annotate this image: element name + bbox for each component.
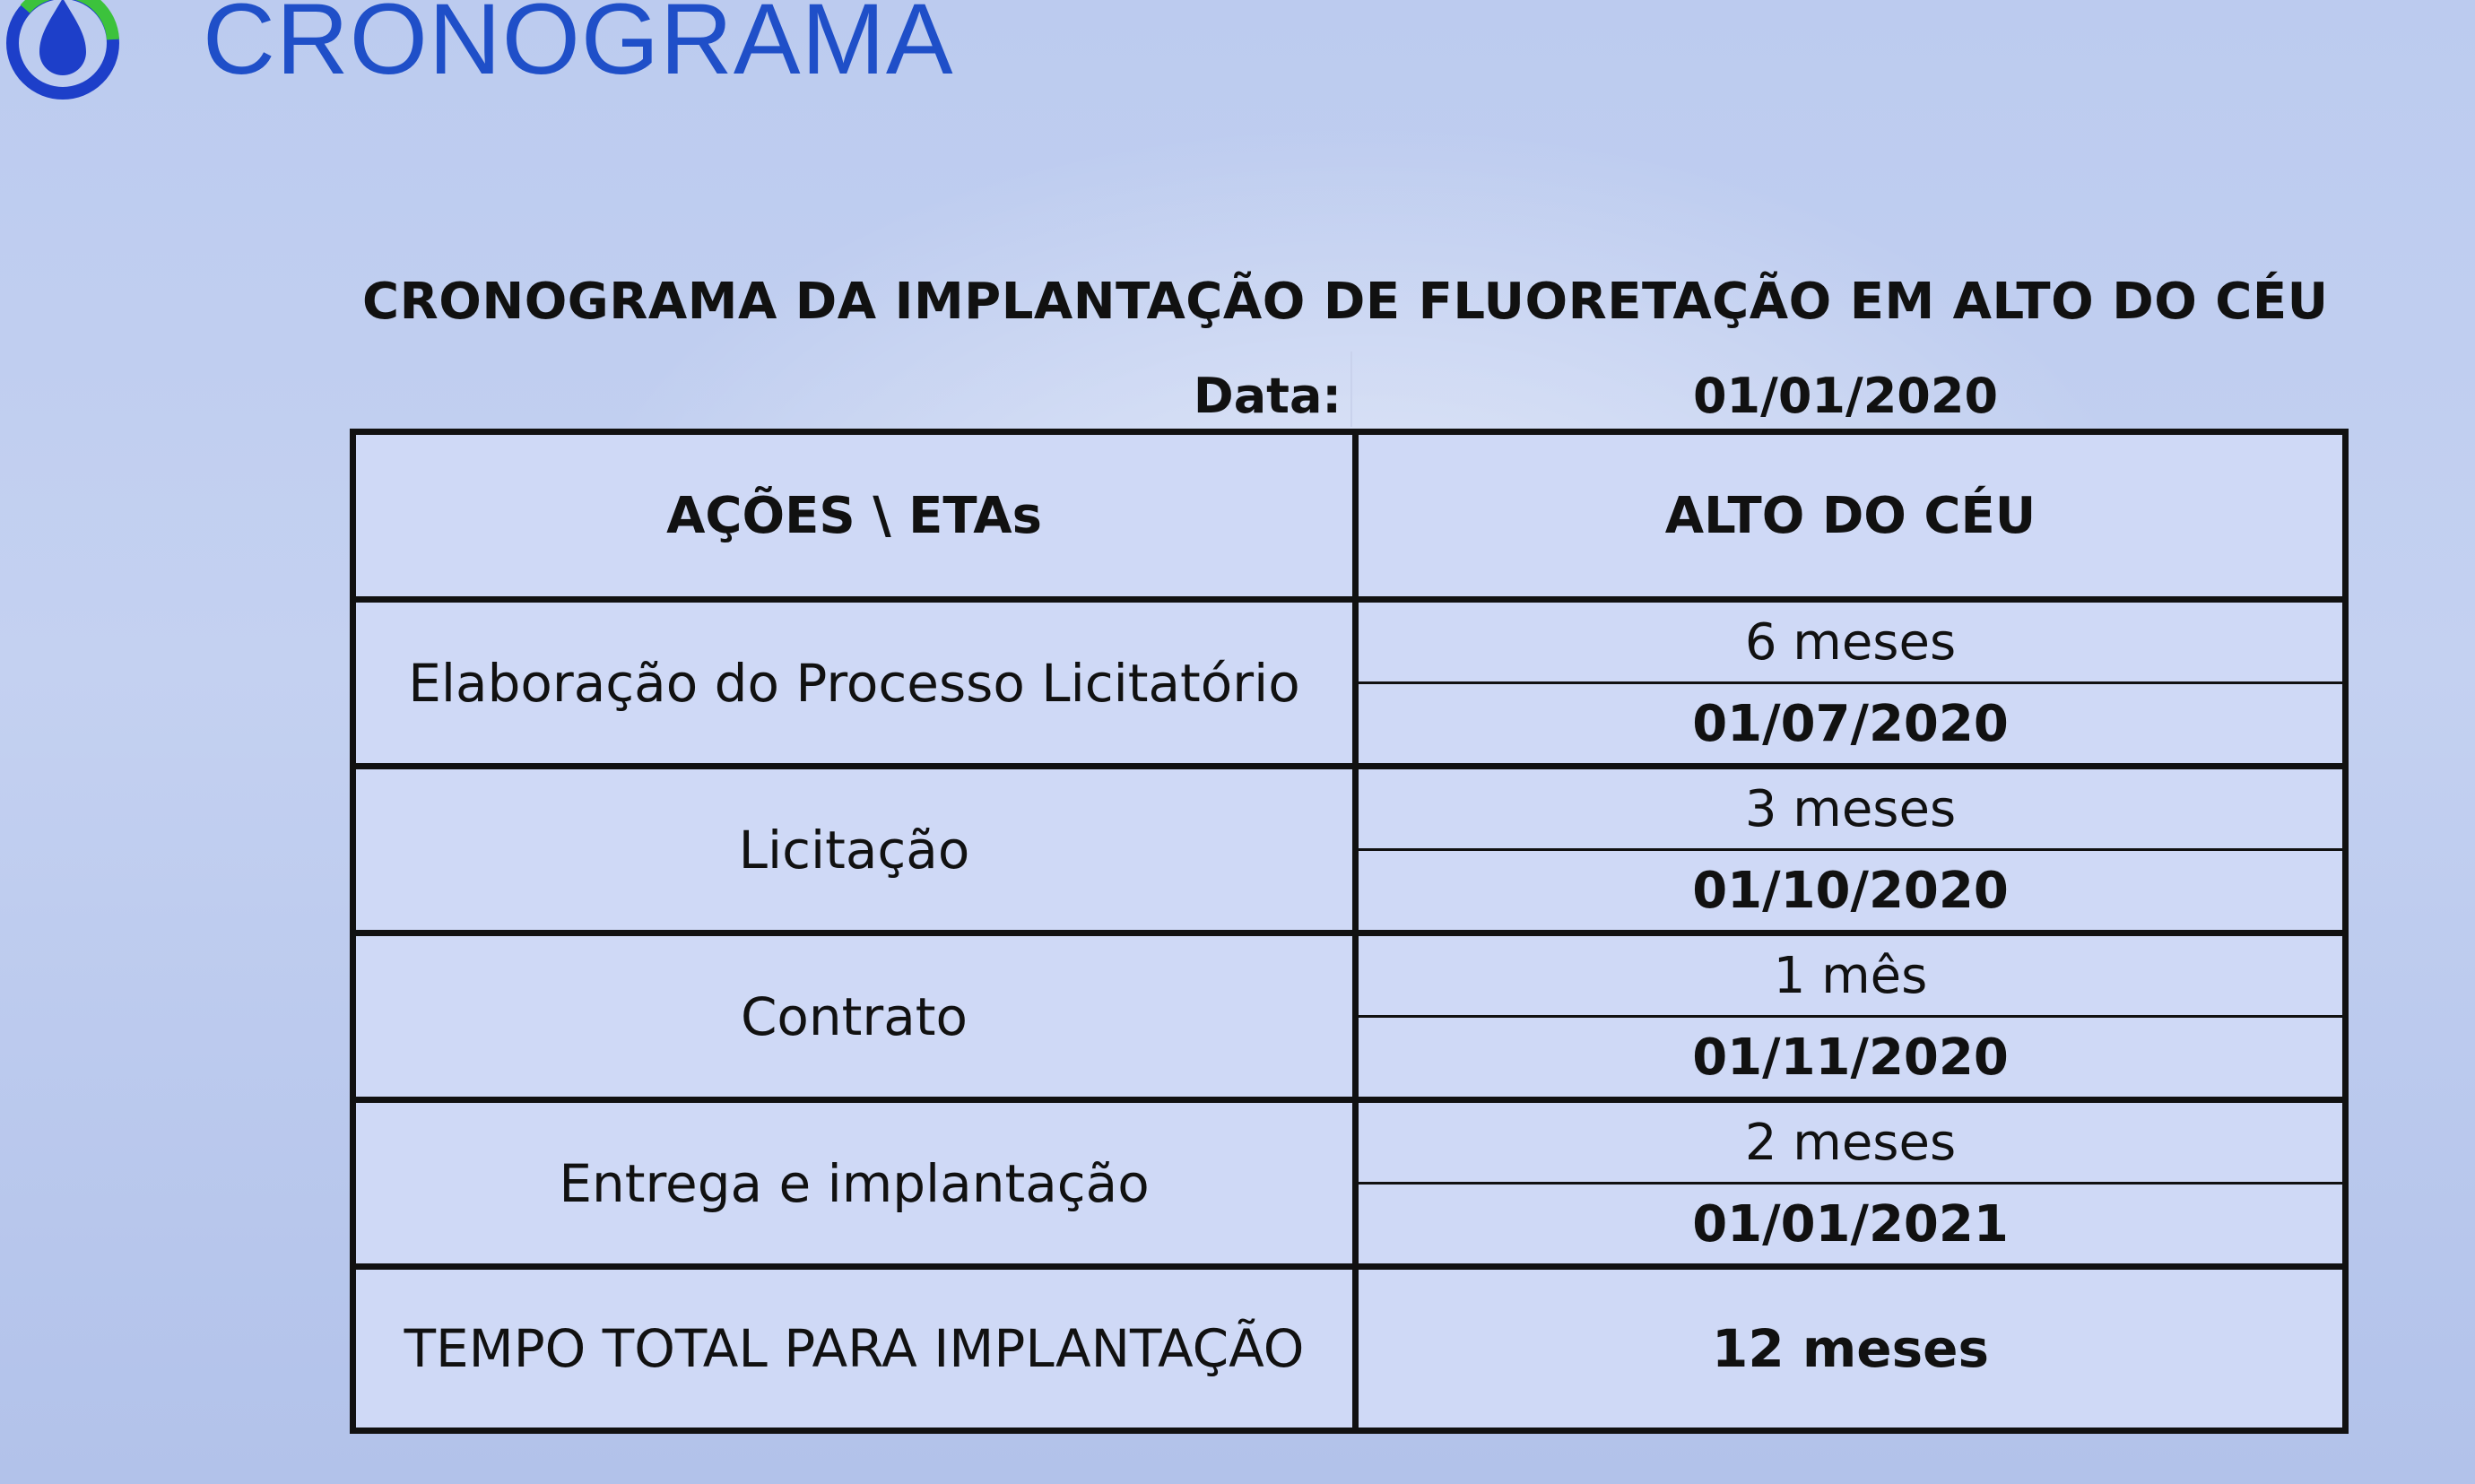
action-cell: Elaboração do Processo Licitatório (353, 600, 1356, 767)
end-date-cell: 01/01/2021 (1356, 1184, 2346, 1267)
date-row (350, 351, 2340, 427)
end-date-cell: 01/07/2020 (1356, 683, 2346, 767)
duration-cell: 6 meses (1356, 600, 2346, 683)
date-label: Data: (1193, 368, 1342, 424)
table-title: CRONOGRAMA DA IMPLANTAÇÃO DE FLUORETAÇÃO EM ALTO DO CÉU (362, 273, 2329, 331)
action-cell: Contrato (353, 933, 1356, 1100)
total-row (353, 1267, 2346, 1431)
action-cell: Licitação (353, 767, 1356, 933)
table-row (353, 600, 2346, 683)
table-row (353, 933, 2346, 1017)
duration-cell: 1 mês (1356, 933, 2346, 1017)
page-title: CRONOGRAMA (203, 0, 954, 95)
duration-cell: 2 meses (1356, 1100, 2346, 1184)
table-row (353, 1100, 2346, 1184)
total-value: 12 meses (1356, 1267, 2346, 1431)
action-cell: Entrega e implantação (353, 1100, 1356, 1267)
column-header-eta: ALTO DO CÉU (1356, 432, 2346, 600)
end-date-cell: 01/10/2020 (1356, 850, 2346, 933)
table-header-row (353, 432, 2346, 600)
total-label: TEMPO TOTAL PARA IMPLANTAÇÃO (353, 1267, 1356, 1431)
schedule-table (350, 429, 2349, 1434)
date-value: 01/01/2020 (1692, 368, 1999, 424)
water-drop-icon (0, 0, 126, 106)
end-date-cell: 01/11/2020 (1356, 1017, 2346, 1100)
duration-cell: 3 meses (1356, 767, 2346, 850)
column-header-actions: AÇÕES \ ETAs (353, 432, 1356, 600)
table-row (353, 767, 2346, 850)
